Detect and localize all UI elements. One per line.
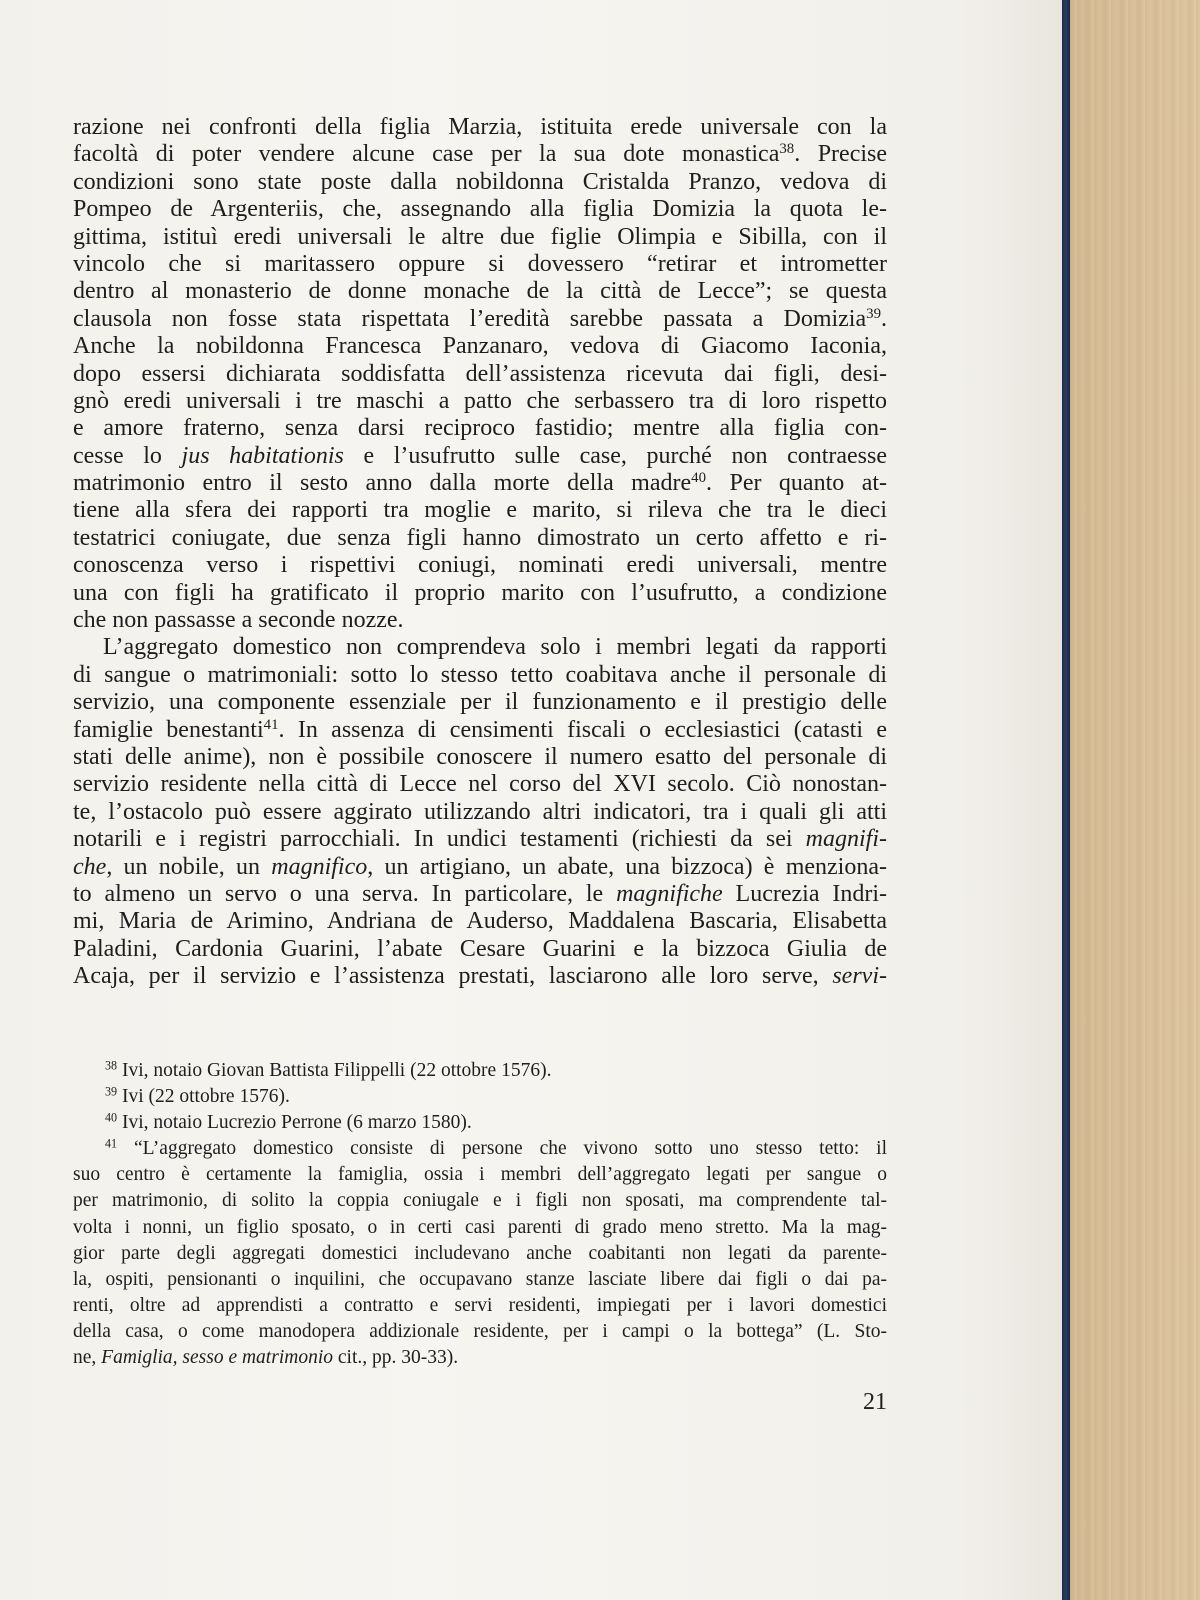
text-line: Pompeo de Argenteriis, che, assegnando alla figlia Domizia la quota le-	[73, 196, 887, 223]
text-line: che non passasse a seconde nozze.	[73, 607, 404, 634]
footnote-41: $^{41}$ “L’aggregato domestico consiste di persone che vivono sotto uno stesso tetto: il	[105, 1136, 888, 1160]
footnote-line: ne, Famiglia, sesso e matrimonio cit., pp. 30-33).	[73, 1347, 459, 1369]
footnote-ref-39[interactable]: 39	[866, 305, 881, 322]
text-line: e amore fraterno, senza darsi reciproco fastidio; mentre alla figlia con-	[73, 415, 887, 442]
text-line: Anche la nobildonna Francesca Panzanaro, vedova di Giacomo Iaconia,	[73, 333, 887, 360]
text-line: vincolo che si maritassero oppure si dovessero “retirar et intrometter	[73, 250, 887, 277]
footnote-ref-41[interactable]: 41	[263, 716, 279, 733]
text-line: testatrici coniugate, due senza figli hanno dimostrato un certo affetto e ri-	[73, 524, 887, 551]
text-line: Paladini, Cardonia Guarini, l’abate Cesare Guarini e la bizzoca Giulia de	[73, 935, 887, 962]
footnote-38: $^{38}$ Ivi, notaio Giovan Battista Filippelli (22 ottobre 1576).	[105, 1058, 552, 1081]
text-line: razione nei confronti della figlia Marzia, istituita erede universale con la	[73, 114, 887, 140]
text-line: facoltà di poter vendere alcune case per la sua dote monastica$^{38}$. Precise	[73, 141, 888, 168]
text-line: matrimonio entro il sesto anno dalla morte della madre$^{40}$. Per quanto at-	[73, 469, 887, 497]
text-line: notarili e i registri parrocchiali. In undici testamenti (richiesti da sei magnifi-	[73, 826, 887, 853]
footnote-39: $^{39}$ Ivi (22 ottobre 1576).	[105, 1084, 290, 1108]
text-line: conoscenza verso i rispettivi coniugi, nominati eredi universali, mentre	[73, 552, 887, 579]
text-line: Acaja, per il servizio e l’assistenza prestati, lasciarono alle loro serve, servi-	[73, 963, 887, 990]
footnote-line: gior parte degli aggregati domestici includevano anche coabitanti non legati da parente-	[73, 1242, 887, 1264]
text-line: una con figli ha gratificato il proprio marito con l’usufrutto, a condizione	[73, 579, 887, 606]
text-line: condizioni sono state poste dalla nobildonna Cristalda Pranzo, vedova di	[73, 168, 887, 195]
text-line: tiene alla sfera dei rapporti tra moglie e marito, si rileva che tra le dieci	[73, 497, 887, 524]
footnote-ref-40[interactable]: 40	[691, 469, 707, 486]
footnote-line: suo centro è certamente la famiglia, ossia i membri dell’aggregato legati per sangue o	[73, 1164, 887, 1186]
footnote-line: volta i nonni, un figlio sposato, o in certi casi parenti di grado meno stretto. Ma la mag-	[73, 1216, 887, 1238]
text-line: dopo essersi dichiarata soddisfatta dell’assistenza ricevuta dai figli, desi-	[73, 360, 887, 387]
text-line: famiglie benestanti$^{41}$. In assenza di censimenti fiscali o ecclesiastici (catasti e	[73, 716, 888, 743]
text-line: L’aggregato domestico non comprendeva solo i membri legati da rapporti	[103, 634, 887, 661]
page-number: 21	[863, 1389, 887, 1415]
text-line: gittima, istituì eredi universali le altre due figlie Olimpia e Sibilla, con il	[73, 223, 887, 250]
text-line: stati delle anime), non è possibile conoscere il numero esatto del personale di	[73, 743, 887, 770]
text-line: te, l’ostacolo può essere aggirato utilizzando altri indicatori, tra i quali gli atti	[73, 798, 887, 825]
footnote-ref-38[interactable]: 38	[779, 141, 795, 158]
text-line: servizio, una componente essenziale per il funzionamento e il prestigio delle	[73, 689, 887, 716]
footnote-line: per matrimonio, di solito la coppia coniugale e i figli non sposati, ma comprendente tal-	[73, 1190, 887, 1212]
text-line: che, un nobile, un magnifico, un artigiano, un abate, una bizzoca) è menziona-	[73, 853, 887, 880]
book-cover-edge	[1062, 0, 1070, 1600]
text-line: dentro al monasterio de donne monache de la città de Lecce”; se questa	[73, 278, 887, 305]
footnote-line: la, ospiti, pensionanti o inquilini, che occupavano stanze lasciate libere dai figli o dai pa-	[73, 1268, 887, 1290]
text-line: cesse lo jus habitationis e l’usufrutto sulle case, purché non contraesse	[73, 442, 888, 469]
text-line: clausola non fosse stata rispettata l’eredità sarebbe passata a Domizia$^{39}$.	[73, 305, 887, 332]
text-line: mi, Maria de Arimino, Andriana de Auderso, Maddalena Bascaria, Elisabetta	[73, 908, 887, 935]
footnote-line: della casa, o come manodopera addizionale residente, per i campi o la bottega” (L. Sto-	[73, 1320, 887, 1342]
footnotes	[73, 1058, 887, 1371]
text-line: di sangue o matrimoniali: sotto lo stesso tetto coabitava anche il personale di	[73, 661, 887, 688]
footnote-40: $^{40}$ Ivi, notaio Lucrezio Perrone (6 marzo 1580).	[105, 1110, 472, 1134]
footnote-line: renti, oltre ad apprendisti a contratto e servi residenti, impiegati per i lavori domestici	[73, 1294, 887, 1316]
wooden-table-background	[1060, 0, 1200, 1600]
body-text	[73, 114, 887, 991]
text-line: servizio residente nella città di Lecce nel corso del XVI secolo. Ciò nonostan-	[73, 771, 887, 798]
text-line: to almeno un servo o una serva. In particolare, le magnifiche Lucrezia Indri-	[73, 880, 887, 907]
text-line: gnò eredi universali i tre maschi a patto che serbassero tra di loro rispetto	[73, 387, 887, 414]
